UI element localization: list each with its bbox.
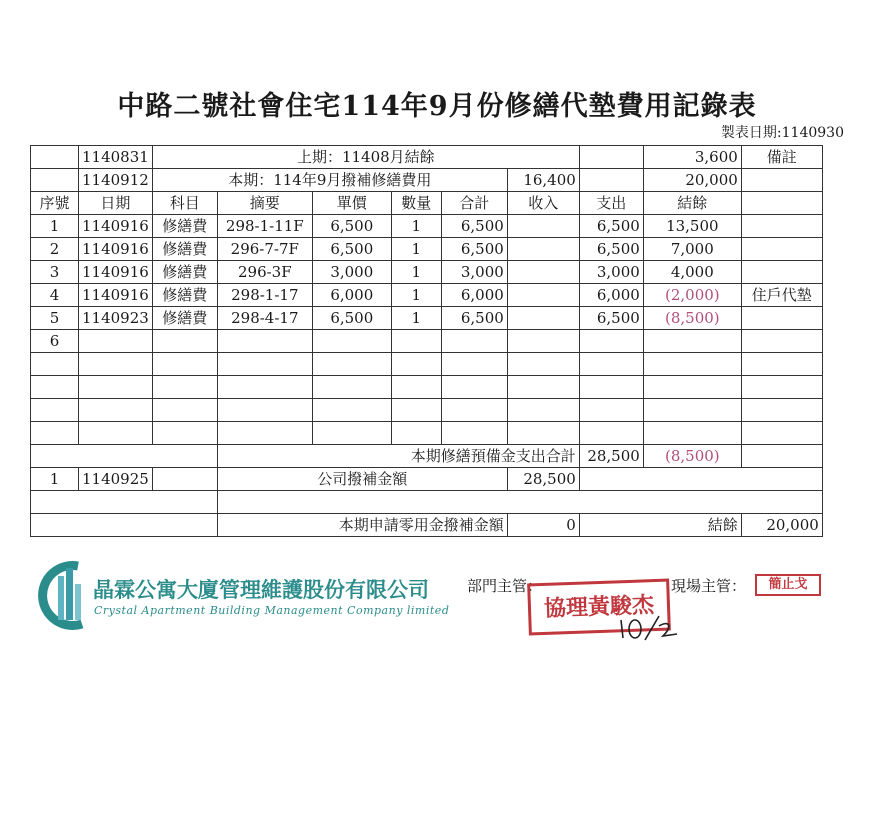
empty-row (31, 491, 823, 514)
header-subject: 科目 (152, 192, 217, 215)
prev-balance: 3,600 (643, 146, 741, 169)
row-remark (741, 261, 822, 284)
row-balance: 4,000 (643, 261, 741, 284)
cur-date: 1140912 (79, 169, 153, 192)
table-row (31, 330, 823, 353)
row-date: 1140916 (79, 284, 153, 307)
row-seq: 2 (31, 238, 79, 261)
row-unit-price: 6,500 (312, 215, 391, 238)
row-remark (741, 215, 822, 238)
header-income: 收入 (507, 192, 579, 215)
row-income (507, 307, 579, 330)
row-balance: (8,500) (643, 307, 741, 330)
row-qty: 1 (391, 284, 441, 307)
company-label: 公司撥補金額 (217, 468, 507, 491)
row-desc: 298-1-11F (217, 215, 312, 238)
row-income (507, 284, 579, 307)
expense-total: 28,500 (579, 445, 643, 468)
row-balance: 13,500 (643, 215, 741, 238)
dept-manager-label: 部門主管： (467, 577, 543, 595)
row-desc: 298-4-17 (217, 307, 312, 330)
row-date: 1140916 (79, 261, 153, 284)
row-subject: 修繕費 (152, 238, 217, 261)
company-name: 晶霖公寓大廈管理維護股份有限公司 (93, 578, 429, 602)
company-seq: 1 (31, 468, 79, 491)
row-balance: (2,000) (643, 284, 741, 307)
row-date: 1140923 (79, 307, 153, 330)
header-seq: 序號 (31, 192, 79, 215)
dept-manager-stamp: 協理黃駿杰 (527, 579, 671, 636)
row-expense: 6,000 (579, 284, 643, 307)
row-subject: 修繕費 (152, 261, 217, 284)
handwritten-signature-icon (615, 612, 685, 642)
final-balance-label: 結餘 (579, 514, 741, 537)
row-expense: 6,500 (579, 215, 643, 238)
row-total: 6,500 (441, 238, 507, 261)
row-qty: 1 (391, 238, 441, 261)
company-row (31, 468, 823, 491)
header-unit-price: 單價 (312, 192, 391, 215)
header-desc: 摘要 (217, 192, 312, 215)
row-desc: 298-1-17 (217, 284, 312, 307)
prev-date: 1140831 (79, 146, 153, 169)
row-seq: 1 (31, 215, 79, 238)
ledger-table (30, 145, 823, 537)
empty-row (31, 422, 823, 445)
row-qty: 1 (391, 307, 441, 330)
row-expense: 6,500 (579, 307, 643, 330)
row-total: 6,500 (441, 215, 507, 238)
expense-total-row (31, 445, 823, 468)
row-subject: 修繕費 (152, 215, 217, 238)
site-manager-stamp: 簡止戈 (755, 574, 821, 596)
petty-row (31, 514, 823, 537)
petty-label: 本期申請零用金撥補金額 (217, 514, 507, 537)
row-income (507, 238, 579, 261)
row-seq: 5 (31, 307, 79, 330)
row-remark (741, 307, 822, 330)
table-row (31, 307, 823, 330)
header-date: 日期 (79, 192, 153, 215)
summary-row-cur (31, 169, 823, 192)
header-qty: 數量 (391, 192, 441, 215)
header-total: 合計 (441, 192, 507, 215)
row-unit-price: 3,000 (312, 261, 391, 284)
company-name-en: Crystal Apartment Building Management Company limited (94, 604, 450, 617)
empty-row (31, 353, 823, 376)
summary-row-prev (31, 146, 823, 169)
row-total: 6,000 (441, 284, 507, 307)
expense-balance: (8,500) (643, 445, 741, 468)
company-amount: 28,500 (507, 468, 579, 491)
table-row (31, 238, 823, 261)
company-date: 1140925 (79, 468, 153, 491)
row-unit-price: 6,500 (312, 238, 391, 261)
row-unit-price: 6,000 (312, 284, 391, 307)
row-income (507, 261, 579, 284)
petty-amount: 0 (507, 514, 579, 537)
table-row (31, 261, 823, 284)
header-row (31, 192, 823, 215)
row-remark: 住戶代墊 (741, 284, 822, 307)
site-manager-label: 現場主管： (671, 577, 747, 595)
row-balance: 7,000 (643, 238, 741, 261)
page-title: 中路二號社會住宅114年9月份修繕代墊費用記錄表 (117, 91, 757, 122)
row-desc: 296-7-7F (217, 238, 312, 261)
row-seq: 3 (31, 261, 79, 284)
header-balance: 結餘 (643, 192, 741, 215)
cur-income: 16,400 (507, 169, 579, 192)
row-seq: 6 (31, 330, 79, 353)
row-subject: 修繕費 (152, 284, 217, 307)
row-seq: 4 (31, 284, 79, 307)
company-logo-icon (38, 558, 90, 632)
row-qty: 1 (391, 261, 441, 284)
remarks-header: 備註 (741, 146, 822, 169)
row-expense: 6,500 (579, 238, 643, 261)
row-qty: 1 (391, 215, 441, 238)
row-total: 6,500 (441, 307, 507, 330)
row-date: 1140916 (79, 238, 153, 261)
empty-row (31, 399, 823, 422)
row-subject: 修繕費 (152, 307, 217, 330)
row-income (507, 215, 579, 238)
table-row (31, 284, 823, 307)
row-desc: 296-3F (217, 261, 312, 284)
row-remark (741, 238, 822, 261)
made-date: 製表日期:1140930 (720, 125, 844, 141)
header-expense: 支出 (579, 192, 643, 215)
final-balance: 20,000 (741, 514, 822, 537)
empty-row (31, 376, 823, 399)
row-unit-price: 6,500 (312, 307, 391, 330)
prev-label: 上期：11408月結餘 (152, 146, 579, 169)
cur-label: 本期：114年9月撥補修繕費用 (152, 169, 507, 192)
expense-total-label: 本期修繕預備金支出合計 (217, 445, 579, 468)
row-expense: 3,000 (579, 261, 643, 284)
row-total: 3,000 (441, 261, 507, 284)
cur-balance: 20,000 (643, 169, 741, 192)
row-date: 1140916 (79, 215, 153, 238)
table-row (31, 215, 823, 238)
